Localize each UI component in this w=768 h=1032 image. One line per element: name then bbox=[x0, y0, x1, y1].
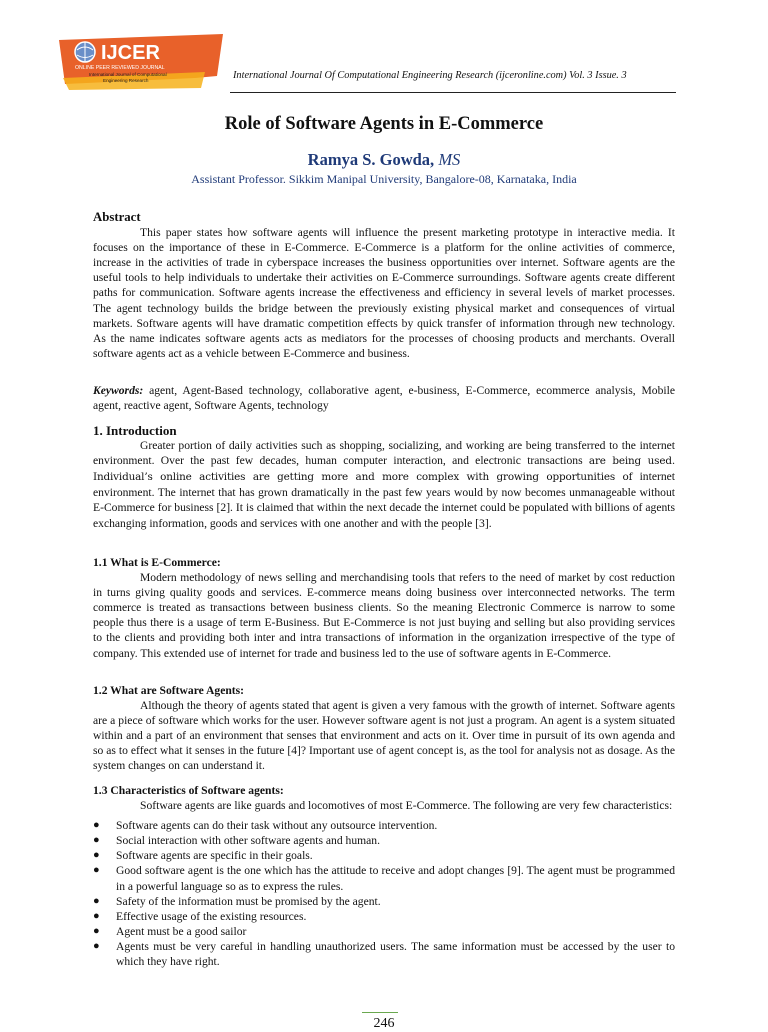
bullet-icon: ● bbox=[93, 939, 100, 952]
list-item: ● Software agents can do their task without any outsource intervention. bbox=[93, 819, 438, 833]
keywords-text: agent, Agent-Based technology, collaborative agent, e-business, E-Commerce, ecommerce analysis, Mobile agent, reactive agent, Software Agents, technology bbox=[93, 384, 675, 413]
bullet-icon: ● bbox=[93, 834, 100, 847]
logo-sub2: Engineering Research bbox=[103, 78, 149, 83]
list-item: ● Safety of the information must be promised by the agent. bbox=[93, 894, 381, 908]
bullet-icon: ● bbox=[93, 909, 100, 922]
journal-logo bbox=[55, 32, 227, 90]
bullet-icon: ● bbox=[93, 864, 100, 877]
abstract-body: This paper states how software agents will influence the present marketing prototype in interactive media. It focuses on the importance of these in E-Commerce. E-Commerce is a platform for the online activities of commerce, increase in the activities of trade in cyberspace increases the business opportunities over internet. Software agents are the useful tools to help individuals to undertake their activities on E-Commerce surroundings. Software agents create different paths for communication. Software agents increase the effectiveness and efficiency in several levels of market processes. The agent technology builds the bridge between the previously existing physical market and consequences of virtual markets. Software agents will have dramatic competition effects by quick transfer of information through new technology. As the name indicates software agents acts as mediators for the processes of choosing products and merchants. Overall software agents act as a vehicle between E-Commerce and business. bbox=[93, 226, 675, 360]
keywords bbox=[93, 383, 675, 413]
logo-tagline: ONLINE PEER REVIEWED JOURNAL bbox=[75, 65, 165, 71]
s11-body: Modern methodology of news selling and merchandising tools that refers to the need of market by cost reduction in turns giving quality goods and services. E-commerce means doing business over interconnected networks. The term commerce is treated as transactions between business clients. So the meaning Electronic Commerce is narrow to some people thus there is a usage of term E-Business. But E-Commerce is not just buying and selling but also providing services to the clients and providing both inter and intra transactions of information in the organization irrespective of the type of company. This extended use of internet for trade and business led to the use of software agents in E-Commerce. bbox=[93, 571, 675, 660]
intro-body bbox=[93, 438, 675, 531]
bullet-icon: ● bbox=[93, 849, 100, 862]
bullet-icon: ● bbox=[93, 894, 100, 907]
header-rule bbox=[230, 92, 676, 93]
list-item: ● Good software agent is the one which has the attitude to receive and adopt changes [9]. The agent must be programmed in a powerful language so as to express the rules. bbox=[93, 864, 675, 893]
list-item: ● Agent must be a good sailor bbox=[93, 924, 247, 938]
logo-wordmark: IJCER bbox=[101, 42, 160, 64]
list-item: ● Software agents are specific in their goals. bbox=[93, 849, 313, 863]
section-1-3 bbox=[93, 783, 675, 969]
intro-part3: internet environment. The internet that has grown dramatically in the past few years would by now becomes unmanageable without E-Commerce for business [2]. It is claimed that within the next decade the internet could be populated with billions of agents exchanging information, goods and services with one another and with the people [3]. bbox=[93, 470, 675, 530]
author-name: Ramya S. Gowda, bbox=[307, 150, 439, 169]
logo-sub1: International Journal of Computational bbox=[89, 72, 167, 77]
intro-part1: Greater portion of daily activities such as shopping, socializing, and working are being transferred to the internet environment. Over the past few decades, human computer interaction, and electronic transactions bbox=[93, 439, 675, 468]
s12-heading: 1.2 What are Software Agents: bbox=[93, 684, 245, 697]
intro-part2: are being used. Individual’s online activities are getting more and more complex with growing opportunities of bbox=[93, 455, 676, 484]
keywords-label: Keywords: bbox=[93, 384, 144, 397]
paper-title: Role of Software Agents in E-Commerce bbox=[224, 114, 544, 134]
s11-heading: 1.1 What is E-Commerce: bbox=[93, 556, 221, 569]
s13-body: Software agents are like guards and locomotives of most E-Commerce. The following are very few characteristics: bbox=[140, 799, 673, 813]
characteristics-list bbox=[93, 818, 675, 969]
journal-header: International Journal Of Computational Engineering Research (ijceronline.com) Vol. 3 Issue. 3 bbox=[233, 70, 627, 81]
bullet-icon: ● bbox=[93, 819, 100, 832]
section-1-1 bbox=[93, 555, 675, 661]
s12-body: Although the theory of agents stated that agent is given a very famous with the growth of internet. Software agents are a piece of software which works for the user. However software agent is not just a program. An agent is a system situated within and a part of an environment that senses that environment and acts on it. Over time in pursuit of its own agenda and so as to effect what it senses in the future [4]? Important use of agent concept is, as the tool for analysis not as dosage. As the system changes on can understand it. bbox=[93, 699, 675, 773]
introduction-section bbox=[93, 423, 675, 531]
s13-heading: 1.3 Characteristics of Software agents: bbox=[93, 784, 284, 797]
footer-rule bbox=[362, 1012, 398, 1013]
list-item: ● Social interaction with other software agents and human. bbox=[93, 834, 381, 848]
author-line bbox=[0, 150, 768, 170]
intro-heading: 1. Introduction bbox=[93, 423, 177, 438]
section-1-2 bbox=[93, 683, 675, 774]
list-item: ● Agents must be very careful in handling unauthorized users. The same information must be accessed by the user to which they have right. bbox=[93, 939, 675, 969]
abstract-section bbox=[93, 210, 675, 361]
author-affiliation: Assistant Professor. Sikkim Manipal University, Bangalore-08, Karnataka, India bbox=[191, 172, 577, 186]
bullet-icon: ● bbox=[93, 924, 100, 937]
author-degree: MS bbox=[438, 150, 461, 169]
abstract-heading: Abstract bbox=[93, 210, 141, 224]
page-number: 246 bbox=[373, 1016, 395, 1031]
list-item: ● Effective usage of the existing resources. bbox=[93, 909, 307, 923]
